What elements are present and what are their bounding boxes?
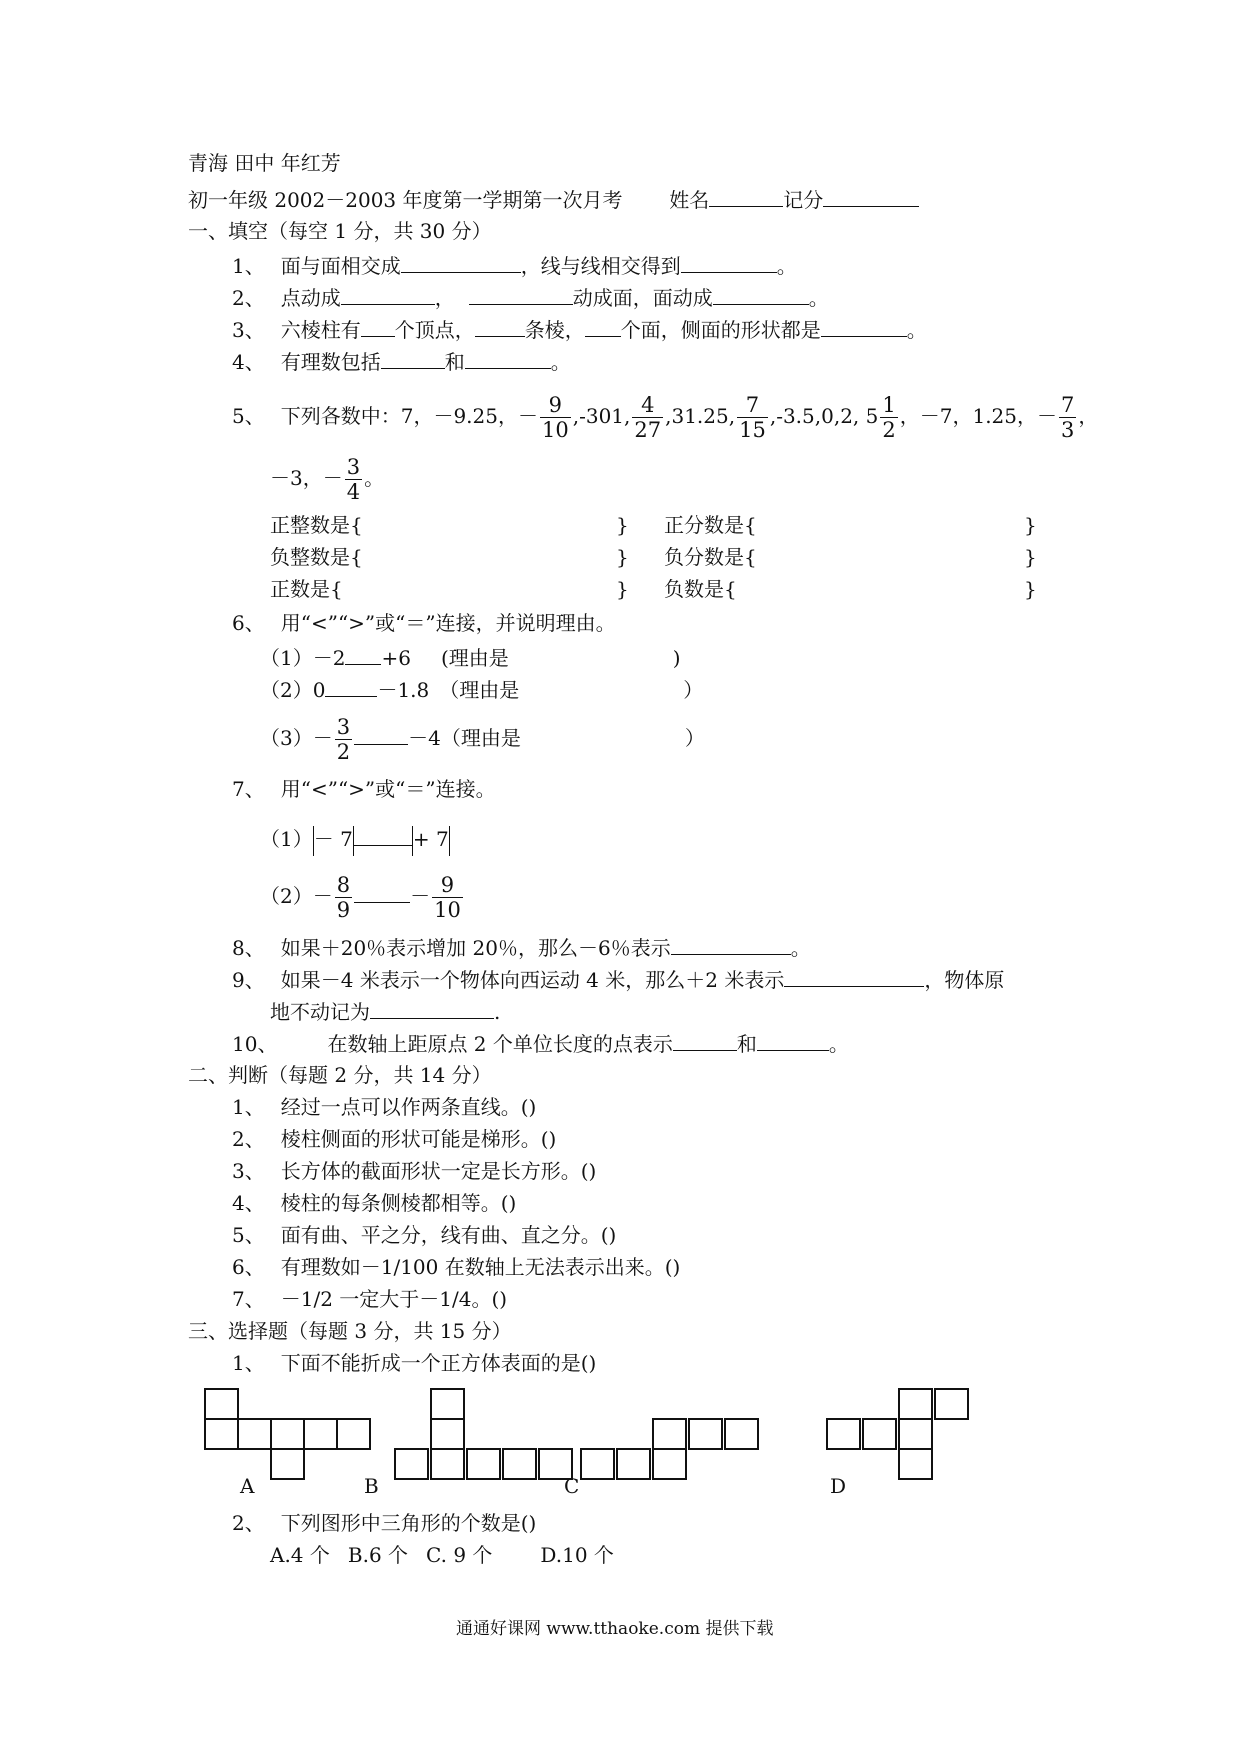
brace-close: } bbox=[616, 545, 629, 569]
net-cell bbox=[204, 1388, 239, 1420]
brace-close: } bbox=[616, 577, 629, 601]
net-cell bbox=[502, 1448, 537, 1480]
pos-int-label: 正整数是{ bbox=[270, 513, 363, 537]
q5-line1: 5、 下列各数中：7，－9.25，－ $\frac{9}{10}$ ,-301, $\frac{4}{27}$ ,31.25, $\frac{7}{15}$ ,-3.5,0,2, 5 $\frac{1}{2}$ ，－7，1.25，－ $\frac{7}{3}$ ， bbox=[232, 393, 1099, 442]
footer-credit: 通通好课网 www.tthaoke.com 提供下载 bbox=[456, 1619, 774, 1639]
fraction: $\frac{7}{15}$ bbox=[739, 393, 766, 442]
brace-close: } bbox=[1024, 577, 1037, 601]
fraction: $\frac{1}{2}$ bbox=[882, 393, 896, 442]
fraction: $\frac{3}{4}$ bbox=[346, 455, 361, 504]
q3-blank-1[interactable] bbox=[361, 316, 395, 337]
q7-blank-1[interactable] bbox=[354, 825, 412, 846]
option-a[interactable]: A.4 个 bbox=[270, 1543, 330, 1567]
q7: 7、 用“<”“>”或“＝”连接。 bbox=[232, 777, 496, 801]
net-cell bbox=[898, 1388, 933, 1420]
net-cell bbox=[237, 1418, 272, 1450]
pos-num-label: 正数是{ bbox=[270, 577, 343, 601]
judge-item: 1、 经过一点可以作两条直线。() bbox=[232, 1095, 537, 1119]
fraction: $\frac{7}{3}$ bbox=[1061, 393, 1075, 442]
q8: 8、 如果＋20％表示增加 20％，那么－6％表示 。 bbox=[232, 936, 811, 960]
judge-item: 7、 －1/2 一定大于－1/4。() bbox=[232, 1287, 508, 1311]
brace-close: } bbox=[616, 513, 629, 537]
q9-blank-2[interactable] bbox=[370, 998, 494, 1019]
q2-blank-2[interactable] bbox=[469, 284, 573, 305]
choice-q1: 1、 下面不能折成一个正方体表面的是() bbox=[232, 1351, 597, 1375]
net-cell bbox=[934, 1388, 969, 1420]
author-line: 青海 田中 年红芳 bbox=[188, 151, 341, 175]
neg-num-label: 负数是{ bbox=[664, 577, 737, 601]
q3-blank-3[interactable] bbox=[585, 316, 621, 337]
q4-blank-2[interactable] bbox=[465, 348, 551, 369]
q6-part2: （2）0 －1.8 （理由是 ） bbox=[260, 678, 704, 702]
q9-blank-1[interactable] bbox=[784, 966, 924, 987]
net-cell bbox=[652, 1418, 687, 1450]
section3-title: 三、选择题（每题 3 分，共 15 分） bbox=[188, 1319, 512, 1343]
net-cell bbox=[303, 1418, 338, 1450]
q1-blank-1[interactable] bbox=[401, 252, 521, 273]
pos-frac-label: 正分数是{ bbox=[664, 513, 757, 537]
net-cell bbox=[394, 1448, 429, 1480]
option-c[interactable]: C. 9 个 bbox=[426, 1543, 493, 1567]
net-cell bbox=[688, 1418, 723, 1450]
option-b[interactable]: B.6 个 bbox=[347, 1543, 409, 1567]
net-cell bbox=[204, 1418, 239, 1450]
net-cell bbox=[898, 1418, 933, 1450]
q6-part3: （3）－ $\frac{3}{2}$ －4（理由是 ） bbox=[260, 715, 705, 764]
choice-q2-options bbox=[270, 1542, 614, 1568]
name-label: 姓名 bbox=[669, 188, 710, 212]
q3-blank-4[interactable] bbox=[821, 316, 907, 337]
fraction: $\frac{9}{10}$ bbox=[434, 873, 461, 922]
q10-blank-1[interactable] bbox=[673, 1030, 737, 1051]
net-cell bbox=[270, 1448, 305, 1480]
judge-item: 2、 棱柱侧面的形状可能是梯形。() bbox=[232, 1127, 557, 1151]
fraction: $\frac{8}{9}$ bbox=[336, 873, 351, 922]
q6-part1: （1）－2 +6 (理由是 ) bbox=[260, 646, 681, 670]
q2-blank-3[interactable] bbox=[713, 284, 809, 305]
neg-frac-label: 负分数是{ bbox=[664, 545, 757, 569]
fraction: $\frac{9}{10}$ bbox=[542, 393, 569, 442]
q4: 4、 有理数包括 和 。 bbox=[232, 350, 571, 374]
q2: 2、 点动成 ， 动成面，面动成 。 bbox=[232, 286, 829, 310]
net-cell bbox=[430, 1418, 465, 1450]
neg-int-label: 负整数是{ bbox=[270, 545, 363, 569]
net-label-a: A bbox=[240, 1474, 255, 1498]
option-d[interactable]: D.10 个 bbox=[540, 1543, 614, 1567]
q3: 3、 六棱柱有 个顶点， 条棱， 个面，侧面的形状都是 。 bbox=[232, 318, 927, 342]
section2-title: 二、判断（每题 2 分，共 14 分） bbox=[188, 1063, 492, 1087]
exam-title bbox=[188, 186, 919, 213]
q1-blank-2[interactable] bbox=[681, 252, 777, 273]
judge-item: 3、 长方体的截面形状一定是长方形。() bbox=[232, 1159, 597, 1183]
net-cell bbox=[862, 1418, 897, 1450]
net-cell bbox=[616, 1448, 651, 1480]
q3-blank-2[interactable] bbox=[475, 316, 525, 337]
net-cell bbox=[898, 1448, 933, 1480]
q10-blank-2[interactable] bbox=[757, 1030, 829, 1051]
q2-blank-1[interactable] bbox=[341, 284, 435, 305]
net-label-c: C bbox=[564, 1474, 580, 1498]
q1: 1、 面与面相交成 ，线与线相交得到 。 bbox=[232, 254, 797, 278]
brace-close: } bbox=[1024, 513, 1037, 537]
q6: 6、 用“<”“>”或“＝”连接，并说明理由。 bbox=[232, 611, 616, 635]
net-label-d: D bbox=[830, 1474, 847, 1498]
net-cell bbox=[466, 1448, 501, 1480]
q7-part1: （1）－ 7 + 7 bbox=[260, 822, 450, 856]
net-cell bbox=[826, 1418, 861, 1450]
choice-q2: 2、 下列图形中三角形的个数是() bbox=[232, 1511, 537, 1535]
judge-item: 5、 面有曲、平之分，线有曲、直之分。() bbox=[232, 1223, 617, 1247]
judge-item: 6、 有理数如－1/100 在数轴上无法表示出来。() bbox=[232, 1255, 681, 1279]
q6-blank-1[interactable] bbox=[345, 644, 381, 665]
score-blank[interactable] bbox=[823, 186, 919, 207]
q6-blank-2[interactable] bbox=[325, 676, 377, 697]
net-cell bbox=[430, 1388, 465, 1420]
q10: 10、 在数轴上距原点 2 个单位长度的点表示 和 。 bbox=[232, 1032, 849, 1056]
exam-line: 初一年级 2002－2003 年度第一学期第一次月考 bbox=[188, 188, 623, 212]
net-cell bbox=[580, 1448, 615, 1480]
net-cell bbox=[652, 1448, 687, 1480]
net-cell bbox=[270, 1418, 305, 1450]
score-label: 记分 bbox=[783, 188, 824, 212]
name-blank[interactable] bbox=[709, 186, 783, 207]
fraction: $\frac{3}{2}$ bbox=[336, 715, 351, 764]
q8-blank[interactable] bbox=[671, 934, 791, 955]
q7-blank-2[interactable] bbox=[354, 882, 410, 903]
judge-item: 4、 棱柱的每条侧棱都相等。() bbox=[232, 1191, 517, 1215]
q5-line2: －3，－ $\frac{3}{4}$ 。 bbox=[270, 455, 385, 504]
q9-line2: 地不动记为 . bbox=[270, 1000, 501, 1024]
net-cell bbox=[724, 1418, 759, 1450]
net-label-b: B bbox=[364, 1474, 379, 1498]
q9: 9、 如果－4 米表示一个物体向西运动 4 米，那么＋2 米表示 ，物体原 bbox=[232, 968, 1005, 992]
brace-close: } bbox=[1024, 545, 1037, 569]
abs-bar bbox=[449, 826, 450, 856]
q4-blank-1[interactable] bbox=[381, 348, 445, 369]
section1-title: 一、填空（每空 1 分，共 30 分） bbox=[188, 219, 492, 243]
fraction: $\frac{4}{27}$ bbox=[634, 393, 662, 442]
q7-part2: （2）－ $\frac{8}{9}$ － $\frac{9}{10}$ bbox=[260, 873, 461, 922]
q6-blank-3[interactable] bbox=[354, 724, 408, 745]
net-cell bbox=[336, 1418, 371, 1450]
net-cell bbox=[430, 1448, 465, 1480]
